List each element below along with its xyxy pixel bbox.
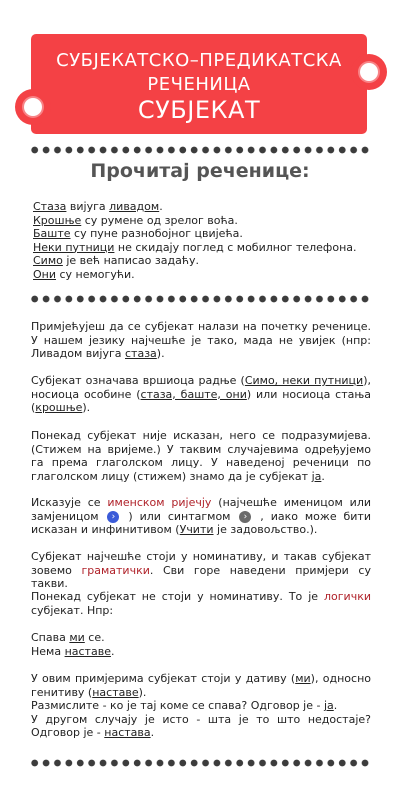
- dot-divider: [29, 146, 371, 154]
- sentence-text: су румене од зрелог воћа.: [81, 213, 238, 227]
- example-sentence: [33, 214, 357, 228]
- sentence-text: је већ написао задаћу.: [62, 254, 199, 268]
- paragraph-meaning: Субјекат означава вршиоца радње (Симо, неки путници), носиоца особине (стаза, баште, они) или носиоца стања (крошње).: [31, 374, 371, 415]
- sentence-text: вијуга: [66, 200, 110, 213]
- subject-word: Стаза: [33, 200, 67, 213]
- subject-word: Баште: [33, 227, 71, 241]
- subject-word: Симо: [33, 254, 63, 268]
- sentence-text: су пуне разнобојног цвијећа.: [70, 227, 243, 241]
- paragraph-logical: Понекад субјекат не стоји у номинативу. То је логички субјекат. Нпр:: [31, 590, 371, 617]
- paragraph-grammatical: Субјекат најчешће стоји у номинативу, и такав субјекат зовемо граматички. Сви горе наведени примјери су такви.: [31, 550, 371, 591]
- subject-word: Крошње: [33, 213, 82, 227]
- example-sentence: [33, 254, 357, 268]
- title-banner: [31, 34, 367, 134]
- example-sentence: [33, 227, 357, 241]
- example-sentence: [33, 241, 357, 255]
- chevron-right-icon[interactable]: ›: [239, 511, 251, 523]
- subject-word: Они: [33, 267, 56, 281]
- chevron-right-icon[interactable]: ›: [107, 511, 119, 523]
- banner-line-3: СУБЈЕКАТ: [137, 96, 261, 124]
- sentence-text: .: [159, 200, 163, 213]
- subject-word: Неки путници: [33, 240, 115, 254]
- example-sentence: [33, 268, 357, 282]
- underlined-word: ливадом: [109, 200, 160, 213]
- paragraph-expression: Исказује се именском ријечју (најчешће именицом или замјеницом › ) или синтагмом › , иако може бити исказан и инфинитивом (Учити је задовољство.).: [31, 496, 371, 537]
- sentence-text: не скидају поглед с мобилног телефона.: [114, 240, 357, 254]
- paragraph-dative-genitive: У овим примјерима субјекат стоји у дативу (ми), односно генитиву (наставе). Размислите - ко је тај коме се спава? Одговор је - ја. У другом случају је исто - шта је то што недостаје? Одговор је - настава.: [31, 672, 371, 740]
- banner-line-1: СУБЈЕКАТСКО–ПРЕДИКАТСКА: [56, 50, 342, 71]
- ring-decoration-right-icon: [351, 54, 387, 90]
- banner-line-2: РЕЧЕНИЦА: [147, 74, 251, 95]
- example-sentence: [33, 200, 357, 214]
- dot-divider: [29, 759, 371, 767]
- dot-divider: [29, 295, 371, 303]
- paragraph-implied-subject: Понекад субјекат није исказан, него се подразумијева. (Стижем на вријеме.) У таквим случајевима одређујемо га према глаголском лицу. У наведеној реченици по глаголском лицу (стижем) знамо да је субјекат ја.: [31, 429, 371, 483]
- ring-decoration-left-icon: [15, 89, 51, 125]
- paragraph-position: Примјећујеш да се субјекат налази на почетку реченице. У нашем језику најчешће је тако, мада не увијек (нпр: Ливадом вијуга стаза).: [31, 320, 371, 361]
- page-heading: Прочитај реченице:: [90, 160, 310, 182]
- paragraph-examples: Спава ми се. Нема наставе.: [31, 631, 115, 658]
- example-sentences: [33, 200, 357, 282]
- sentence-text: су немогући.: [56, 267, 135, 281]
